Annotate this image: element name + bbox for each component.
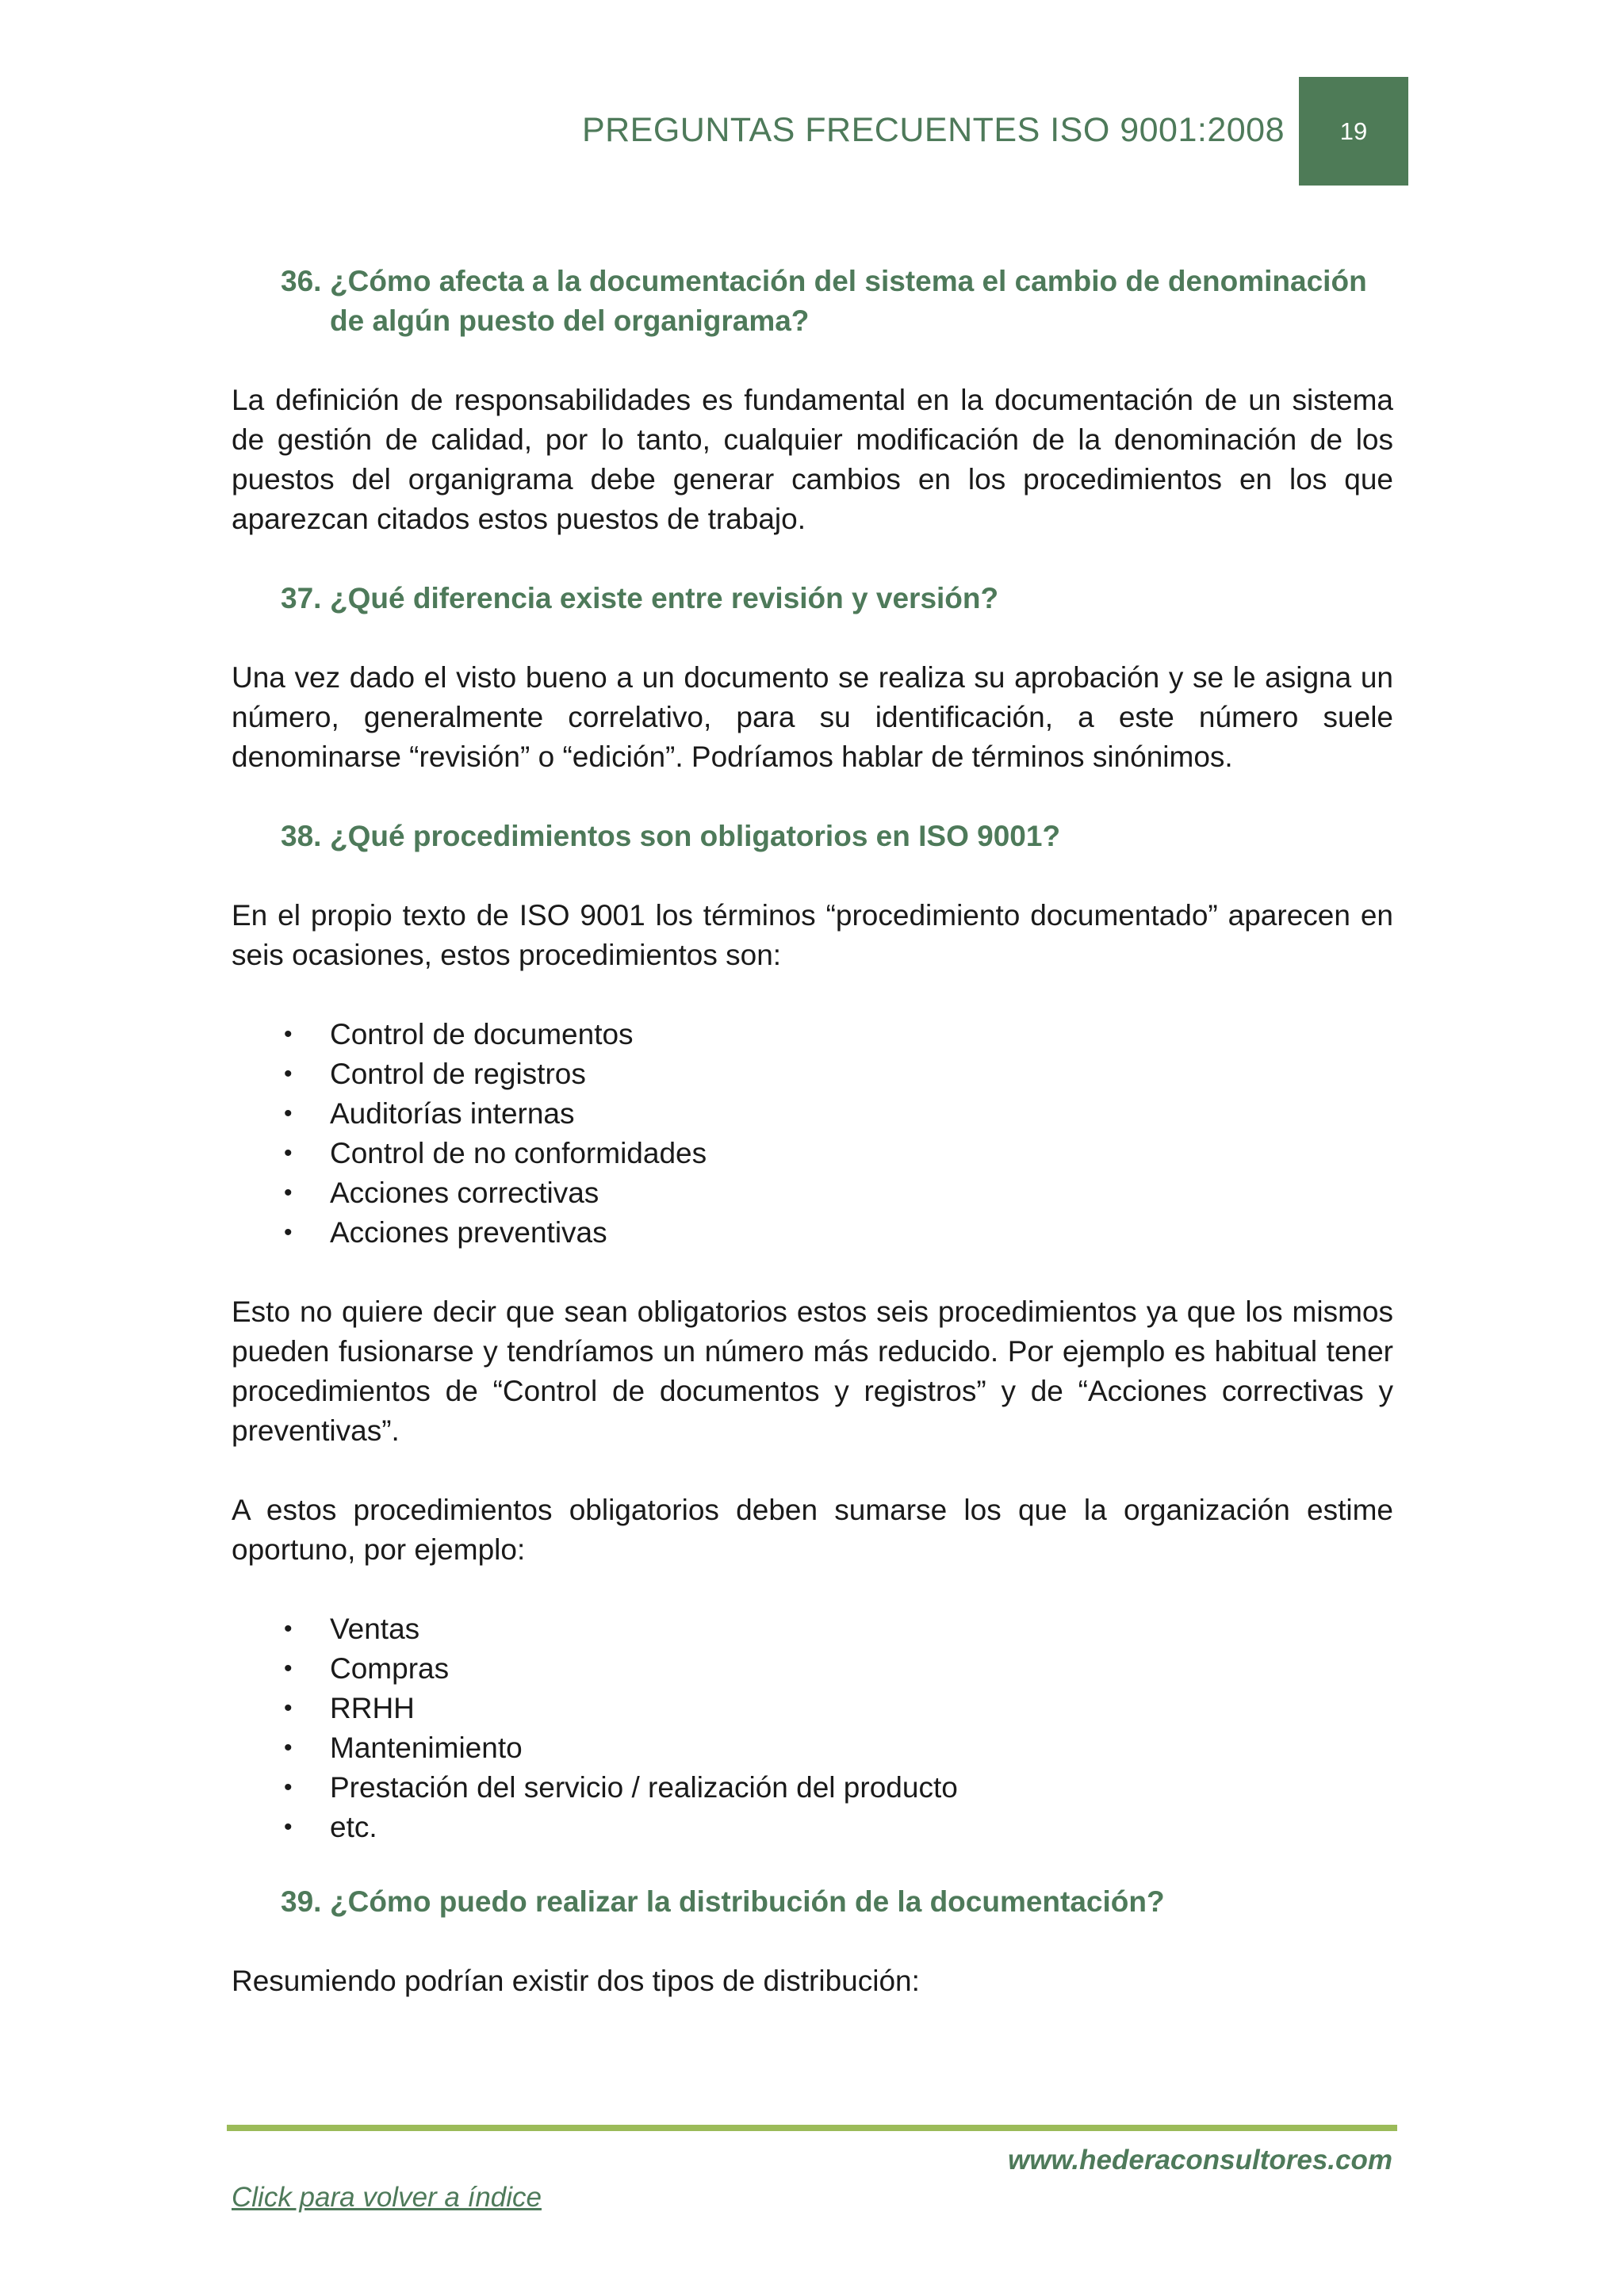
question-number: 36. [281,265,322,297]
bullet-icon: • [284,1695,293,1721]
answer-paragraph: A estos procedimientos obligatorios deben sumarse los que la organización estime oportuno, por ejemplo: [232,1494,1393,1566]
bullet-icon: • [284,1655,293,1682]
answer-paragraph: La definición de responsabilidades es fundamental en la documentación de un sistema de gestión de calidad, por lo tanto, cualquier modificación de la denominación de los puestos del organigrama debe generar cambios en los procedimientos en los que aparezcan citados estos puestos de trabajo. [232,384,1393,535]
list-item-text: RRHH [330,1692,415,1724]
list-item [232,1015,1393,1054]
optional-procedures-list [232,1609,1393,1847]
list-item-text: Control de registros [330,1058,586,1090]
footer-website[interactable]: www.hederaconsultores.com [1008,2145,1392,2175]
question-heading [281,1882,1393,1922]
list-item [232,1649,1393,1689]
question-heading [281,817,1393,856]
list-item-text: Ventas [330,1613,420,1645]
bullet-icon: • [284,1140,293,1166]
question-number: 38. [281,820,322,852]
list-item [232,1094,1393,1134]
bullet-icon: • [284,1061,293,1087]
list-item-text: Control de documentos [330,1018,634,1050]
list-item [232,1728,1393,1768]
question-text: ¿Qué diferencia existe entre revisión y versión? [330,582,999,614]
question-text: ¿Cómo puedo realizar la distribución de la documentación? [330,1885,1165,1918]
bullet-icon: • [284,1100,293,1127]
list-item [232,1213,1393,1253]
list-item [232,1054,1393,1094]
list-item-text: Compras [330,1652,450,1685]
bullet-icon: • [284,1814,293,1840]
list-item-text: Acciones preventivas [330,1216,607,1249]
bullet-icon: • [284,1774,293,1800]
document-body [232,262,1393,2041]
bullet-icon: • [284,1180,293,1206]
answer-paragraph: Esto no quiere decir que sean obligatorios estos seis procedimientos ya que los mismos pueden fusionarse y tendríamos un número más reducido. Por ejemplo es habitual tener procedimientos de “Control de documentos y registros” y de “Acciones correctivas y preventivas”. [232,1295,1393,1447]
question-text: ¿Cómo afecta a la documentación del sistema el cambio de denominación de algún puesto del organigrama? [330,265,1367,337]
bullet-icon: • [284,1219,293,1246]
bullet-icon: • [284,1021,293,1047]
question-text: ¿Qué procedimientos son obligatorios en ISO 9001? [330,820,1061,852]
answer-paragraph: Una vez dado el visto bueno a un documento se realiza su aprobación y se le asigna un número, generalmente correlativo, para su identificación, a este número suele denominarse “revisión” o “edición”. Podríamos hablar de términos sinónimos. [232,661,1393,773]
bullet-icon: • [284,1735,293,1761]
page-number: 19 [1339,117,1368,145]
bullet-icon: • [284,1616,293,1642]
list-item [232,1134,1393,1173]
answer-paragraph: En el propio texto de ISO 9001 los términos “procedimiento documentado” aparecen en seis ocasiones, estos procedimientos son: [232,899,1393,971]
list-item-text: Mantenimiento [330,1732,523,1764]
back-to-index-link[interactable]: Click para volver a índice [232,2182,542,2213]
question-heading [281,262,1393,341]
list-item [232,1609,1393,1649]
list-item-text: etc. [330,1811,377,1843]
list-item-text: Auditorías internas [330,1097,575,1130]
list-item-text: Acciones correctivas [330,1177,599,1209]
mandatory-procedures-list [232,1015,1393,1253]
list-item-text: Prestación del servicio / realización del producto [330,1771,958,1804]
page-number-badge [1299,77,1408,186]
list-item [232,1768,1393,1808]
list-item-text: Control de no conformidades [330,1137,707,1169]
page-header-title: PREGUNTAS FRECUENTES ISO 9001:2008 [581,111,1285,149]
list-item [232,1173,1393,1213]
question-number: 37. [281,582,322,614]
question-heading [281,579,1393,618]
footer-divider [227,2125,1397,2131]
question-number: 39. [281,1885,322,1918]
list-item [232,1808,1393,1847]
list-item [232,1689,1393,1728]
answer-paragraph: Resumiendo podrían existir dos tipos de distribución: [232,1965,920,1997]
